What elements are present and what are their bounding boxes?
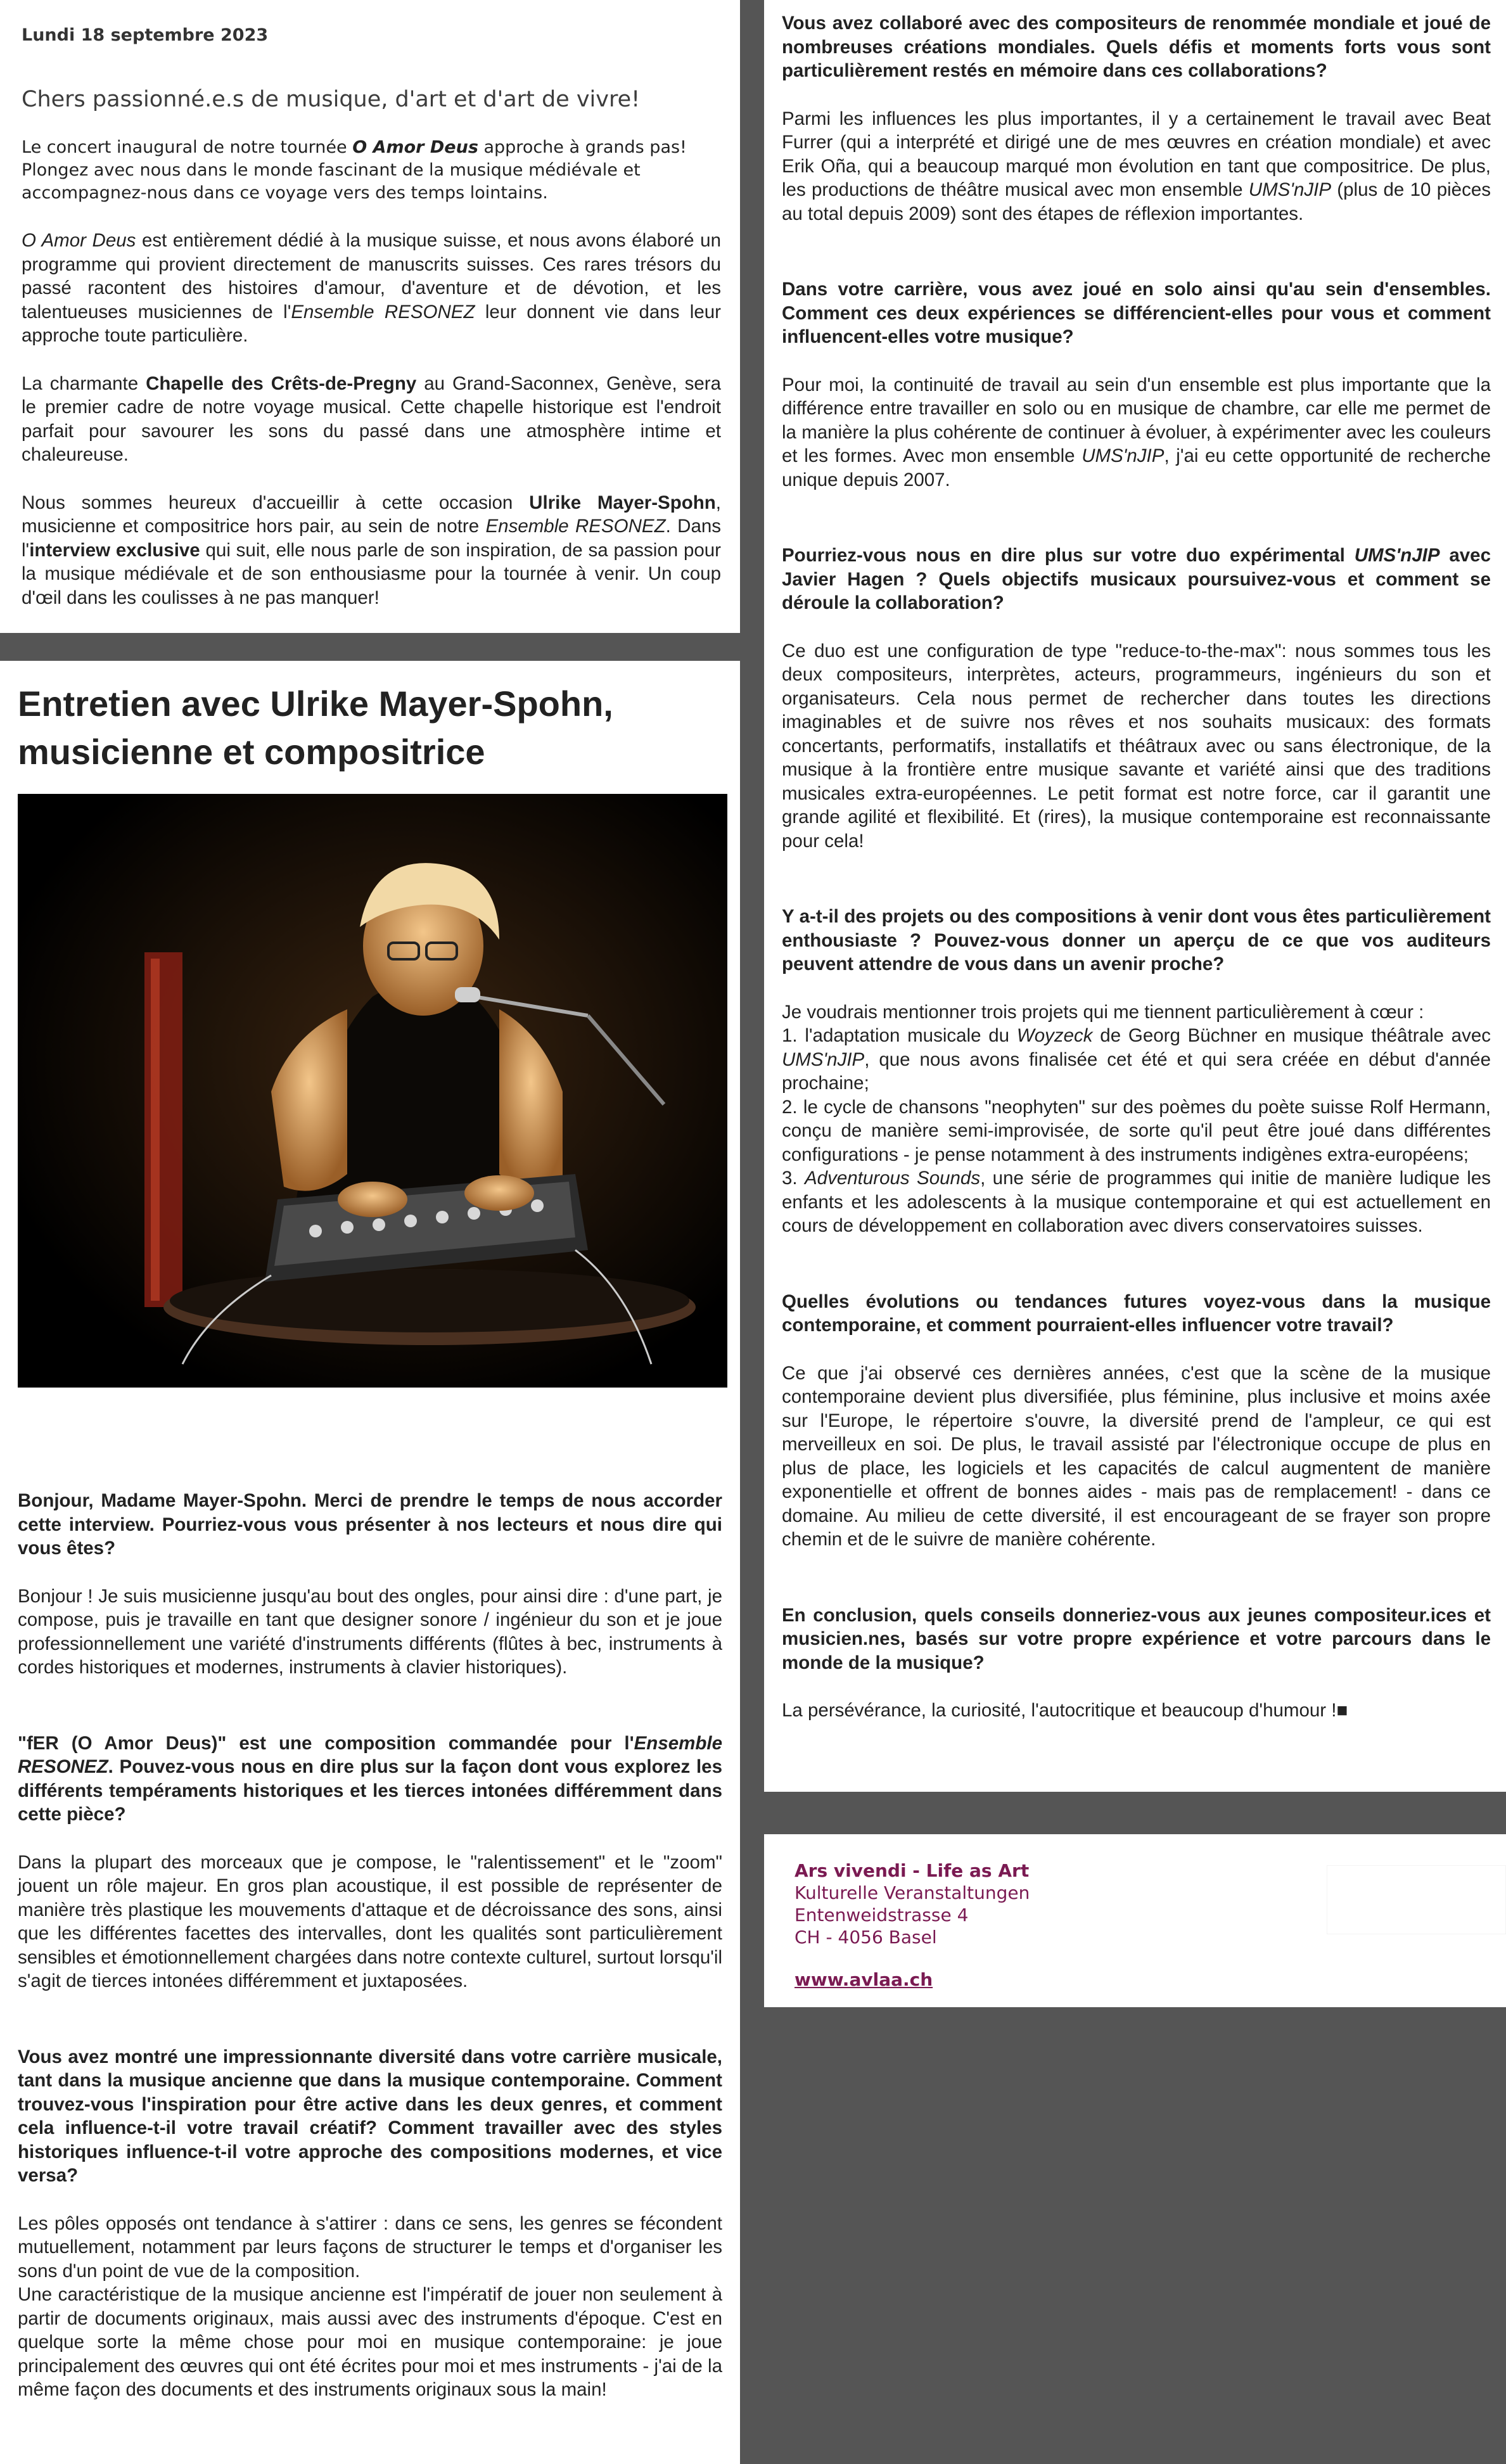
answer-3-part-1: Les pôles opposés ont tendance à s'attirer : dans ce sens, les genres se fécondent mutuellement, notamment par leurs façons de structurer le temps et d'organiser les sons d'un point de vue de la composition. [18, 2212, 722, 2282]
footer-address-city: CH - 4056 Basel [794, 1927, 937, 1948]
answer-4: Parmi les influences les plus importantes, il y a certainement le travail avec Beat Furrer (qui a interprété et dirigé une de mes œuvres en création mondiale) et avec Erik Oña, qui a beaucoup marqué mon évolution en tant que compositrice. De plus, les productions de théâtre musical avec mon ensemble UMS'nJIP (plus de 10 pièces au total depuis 2009) sont des étapes de réflexion importantes. [782, 108, 1491, 224]
footer-panel [764, 1834, 1506, 2007]
answer-5: Pour moi, la continuité de travail au sein d'un ensemble est plus importante que la différence entre travailler en solo ou en musique de chambre, car elle me permet de la manière la plus cohérente de continuer à évoluer, à expérimenter avec les couleurs et les formes. Avec mon ensemble UMS'nJIP, j'ai eu cette opportunité de recherche unique depuis 2007. [782, 374, 1491, 490]
newsletter-date: Lundi 18 septembre 2023 [22, 25, 269, 45]
intro-paragraph-1: Le concert inaugural de notre tournée O Amor Deus approche à grands pas! Plongez avec nous dans le monde fascinant de la musique médiévale et accompagnez-nous dans ce voyage vers des temps lointains. [22, 137, 687, 203]
end-mark: ■ [1336, 1700, 1348, 1721]
answer-9: La persévérance, la curiosité, l'autocritique et beaucoup d'humour !■ [782, 1700, 1348, 1721]
intro-paragraph-4: Nous sommes heureux d'accueillir à cette occasion Ulrike Mayer-Spohn, musicienne et compositrice hors pair, au sein de notre Ensemble RESONEZ. Dans l'interview exclusive qui suit, elle nous parle de son inspiration, de sa passion pour la musique médiévale et de son enthousiasme pour la tournée à venir. Un coup d'œil dans les coulisses à ne pas manquer! [22, 492, 722, 608]
footer-website-link[interactable]: www.avlaa.ch [794, 1969, 933, 1990]
intro-panel [0, 0, 740, 633]
intro-paragraph-2: O Amor Deus est entièrement dédié à la musique suisse, et nous avons élaboré un programme qui provient directement de manuscrits suisses. Ces rares trésors du passé racontent des histoires d'amour, d'aventure et de dévotion, et les talentueuses musiciennes de l'Ensemble RESONEZ leur donnent vie dans leur approche toute particulière. [22, 230, 722, 346]
question-2: "fER (O Amor Deus)" est une composition commandée pour l'Ensemble RESONEZ. Pouvez-vous nous en dire plus sur la façon dont vous explorez les différents tempéraments historiques et les tierces intonées différemment dans cette pièce? [18, 1732, 722, 1825]
question-3: Vous avez montré une impressionnante diversité dans votre carrière musicale, tant dans la musique ancienne que dans la musique contemporaine. Comment trouvez-vous l'inspiration pour être active dans les deux genres, et comment cela influence-t-il votre travail créatif? Comment travailler avec des styles historiques influence-t-il votre approche des compositions modernes, et vice versa? [18, 2046, 722, 2186]
question-6: Pourriez-vous nous en dire plus sur votre duo expérimental UMS'nJIP avec Javier Hagen ? Quels objectifs musicaux poursuivez-vous et comment se déroule la collaboration? [782, 545, 1491, 613]
interview-title: Entretien avec Ulrike Mayer-Spohn, musicienne et compositrice [18, 684, 613, 772]
musician-photo [18, 794, 727, 1388]
answer-7-item-2: 2. le cycle de chansons "neophyten" sur des poèmes du poète suisse Rolf Hermann, conçu de manière semi-improvisée, de sorte qu'il peut être joué dans différentes configurations - je pense notamment à des instruments indigènes extra-européens; [782, 1096, 1491, 1165]
answer-2: Dans la plupart des morceaux que je compose, le "ralentissement" et le "zoom" jouent un rôle majeur. En gros plan acoustique, il est possible de représenter de manière très plastique les mouvements d'attaque et de décroissance des sons, ainsi que les différentes facettes des intervalles, dont les qualités sont particulièrement sensibles et émotionnellement chargées dans notre contexte culturel, surtout lorsqu'il s'agit de tierces intonées différemment et juxtaposées. [18, 1851, 722, 1991]
intro-paragraph-3: La charmante Chapelle des Crêts-de-Pregny au Grand-Saconnex, Genève, sera le premier cadre de notre voyage musical. Cette chapelle historique est l'endroit parfait pour savourer les sons du passé dans une atmosphère intime et chaleureuse. [22, 373, 721, 465]
footer-line-1: Kulturelle Veranstaltungen [794, 1882, 1030, 1903]
question-9: En conclusion, quels conseils donneriez-vous aux jeunes compositeur.ices et musicien.nes, basés sur votre propre expérience et votre parcours dans le monde de la musique? [782, 1604, 1491, 1673]
footer-address-street: Entenweidstrasse 4 [794, 1905, 969, 1925]
footer-org-name: Ars vivendi - Life as Art [794, 1860, 1030, 1881]
answer-1: Bonjour ! Je suis musicienne jusqu'au bout des ongles, pour ainsi dire : d'une part, je compose, puis je travaille en tant que designer sonore / ingénieur du son et je joue professionnellement une variété d'instruments différents (flûtes à bec, instruments à cordes historiques et modernes, instruments à clavier historiques). [18, 1585, 722, 1678]
answer-7-item-1: 1. l'adaptation musicale du Woyzeck de Georg Büchner en musique théâtrale avec UMS'nJIP, que nous avons finalisée cet été et qui sera créée en début d'année prochaine; [782, 1025, 1491, 1094]
interview-panel [0, 661, 740, 2464]
answer-7-item-3: 3. Adventurous Sounds, une série de programmes qui initie de manière ludique les enfants et les adolescents à la musique contemporaine et qui est actuellement en cours de développement en collaboration avec divers conservatoires suisses. [782, 1168, 1491, 1236]
answer-6: Ce duo est une configuration de type "reduce-to-the-max": nous sommes tous les deux compositeurs, interprètes, acteurs, programmeurs, ingénieurs du son et organisateurs. Cela nous permet de rechercher dans toutes les directions imaginables et de suivre nos rêves et nos souhaits musicaux: des formats concertants, performatifs, installatifs et théâtraux avec ou sans électronique, de la musique à la frontière entre musique savante et variété ainsi que des traditions musicales extra-européennes. Le petit format est notre force, car il garantit une grande agilité et flexibilité. Et (rires), la musique contemporaine est reconnaissante pour cela! [782, 640, 1491, 852]
question-8: Quelles évolutions ou tendances futures voyez-vous dans la musique contemporaine, et comment pourraient-elles influencer votre travail? [782, 1291, 1491, 1336]
question-7: Y a-t-il des projets ou des compositions à venir dont vous êtes particulièrement enthousiaste ? Pouvez-vous donner un aperçu de ce que vos auditeurs peuvent attendre de vous dans un avenir proche? [782, 906, 1491, 974]
greeting: Chers passionné.e.s de musique, d'art et d'art de vivre! [22, 87, 641, 112]
footer-blank-box [1327, 1865, 1506, 1934]
answer-3-part-2: Une caractéristique de la musique ancienne est l'impératif de jouer non seulement à partir de documents originaux, mais aussi avec des instruments d'époque. C'est en quelque sorte la même chose pour moi en musique contemporaine: je joue principalement des œuvres qui ont été écrites pour moi et mes instruments - j'ai de la même façon des documents et des instruments originaux sous la main! [18, 2284, 722, 2400]
interview-continuation-panel [764, 0, 1506, 1792]
question-4: Vous avez collaboré avec des compositeurs de renommée mondiale et joué de nombreuses créations mondiales. Quels défis et moments forts vous sont particulièrement restés en mémoire dans ces collaborations? [782, 13, 1491, 81]
answer-7-intro: Je voudrais mentionner trois projets qui me tiennent particulièrement à cœur : [782, 1001, 1424, 1023]
answer-8: Ce que j'ai observé ces dernières années, c'est que la scène de la musique contemporaine devient plus diversifiée, plus féminine, plus inclusive et moins axée sur l'Europe, le répertoire s'ouvre, la diversité prend de l'ampleur, ce qui est merveilleux en soi. De plus, le travail assisté par l'électronique occupe de plus en plus de place, les logiciels et les capacités de calcul augmentent de manière exponentielle et offrent de bonnes aides - mais pas de remplacement! - dans ce domaine. Au milieu de cette diversité, il est encourageant de se frayer son propre chemin et de le suivre de manière cohérente. [782, 1362, 1491, 1550]
question-1: Bonjour, Madame Mayer-Spohn. Merci de prendre le temps de nous accorder cette interview. Pourriez-vous vous présenter à nos lecteurs et nous dire qui vous êtes? [18, 1490, 722, 1559]
question-5: Dans votre carrière, vous avez joué en solo ainsi qu'au sein d'ensembles. Comment ces deux expériences se différencient-elles pour vous et comment influencent-elles votre musique? [782, 279, 1491, 347]
